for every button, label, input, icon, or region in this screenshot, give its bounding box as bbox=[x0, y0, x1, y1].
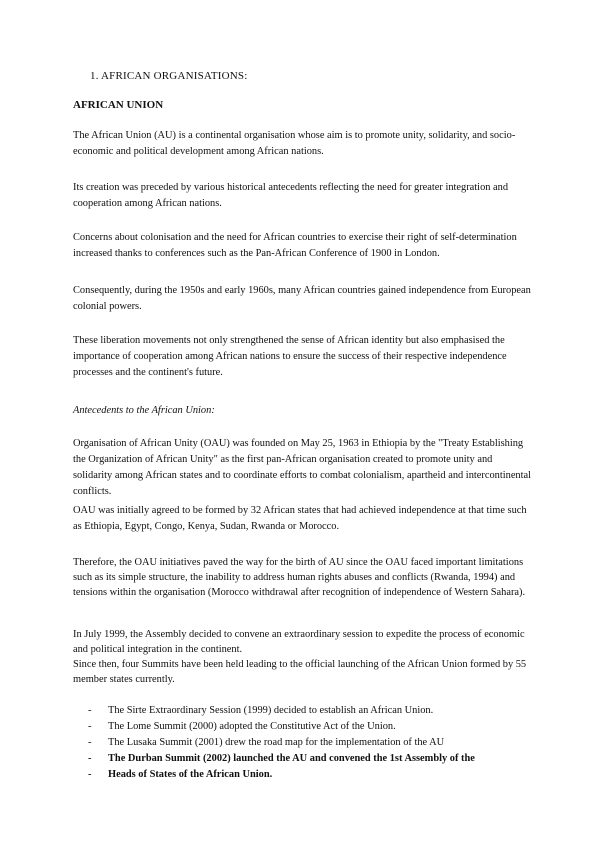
list-item bbox=[88, 703, 548, 719]
list-item bbox=[88, 735, 548, 751]
summits-list bbox=[88, 703, 548, 783]
list-item-text: The Sirte Extraordinary Session (1999) decided to establish an African Union. bbox=[108, 705, 434, 716]
list-item-text: The Lusaka Summit (2001) drew the road map for the implementation of the AU bbox=[108, 737, 445, 748]
bullet-dash: - bbox=[88, 721, 92, 732]
section-heading: 1. AFRICAN ORGANISATIONS: bbox=[90, 70, 248, 82]
paragraph-creation: Its creation was preceded by various historical antecedents reflecting the need for greater integration and cooperation among African nations. bbox=[73, 182, 509, 209]
document-title: AFRICAN UNION bbox=[73, 99, 164, 111]
paragraph-assembly: In July 1999, the Assembly decided to convene an extraordinary session to expedite the process of economic and political integration in the continent. bbox=[73, 629, 525, 655]
list-item-text: The Lome Summit (2000) adopted the Constitutive Act of the Union. bbox=[108, 721, 396, 732]
list-item bbox=[88, 719, 548, 735]
bullet-dash: - bbox=[88, 769, 92, 780]
paragraph-colonisation: Concerns about colonisation and the need for African countries to exercise their right of self-determination increased thanks to conferences such as the Pan-African Conference of 1900 in London. bbox=[73, 232, 517, 259]
paragraph-liberation: These liberation movements not only strengthened the sense of African identity but also emphasised the importance of cooperation among African nations to ensure the success of their respective independence processes and the continent's future. bbox=[73, 335, 507, 378]
antecedents-heading: Antecedents to the African Union: bbox=[73, 405, 215, 416]
paragraph-summits: Since then, four Summits have been held leading to the official launching of the African Union formed by 55 member states currently. bbox=[73, 659, 527, 685]
bullet-dash: - bbox=[88, 705, 92, 716]
paragraph-oau-founding: Organisation of African Unity (OAU) was founded on May 25, 1963 in Ethiopia by the "Treaty Establishing the Organization of African Unity" as the first pan-African organisation created to promote unity and solidarity among African states and to coordinate efforts to combat colonialism, apartheid and intercontinental conflicts. bbox=[73, 438, 532, 497]
list-item bbox=[88, 767, 548, 783]
paragraph-oau-members: OAU was initially agreed to be formed by 32 African states that had achieved independence at that time such as Ethiopia, Egypt, Congo, Kenya, Sudan, Rwanda or Morocco. bbox=[73, 505, 527, 532]
bullet-dash: - bbox=[88, 753, 92, 764]
list-item bbox=[88, 751, 548, 767]
paragraph-oau-limitations: Therefore, the OAU initiatives paved the way for the birth of AU since the OAU faced important limitations such as its simple structure, the inability to address human rights abuses and conflicts (Rwanda, 1994) and tensions within the organisation (Morocco withdrawal after recognition of independence of Western Sahara). bbox=[73, 557, 526, 598]
list-item-text: Heads of States of the African Union. bbox=[108, 769, 273, 780]
list-item-text: The Durban Summit (2002) launched the AU and convened the 1st Assembly of the bbox=[108, 753, 475, 764]
paragraph-independence: Consequently, during the 1950s and early 1960s, many African countries gained independence from European colonial powers. bbox=[73, 285, 531, 312]
paragraph-intro: The African Union (AU) is a continental organisation whose aim is to promote unity, solidarity, and socio-economic and political development among African nations. bbox=[73, 130, 516, 157]
bullet-dash: - bbox=[88, 737, 92, 748]
